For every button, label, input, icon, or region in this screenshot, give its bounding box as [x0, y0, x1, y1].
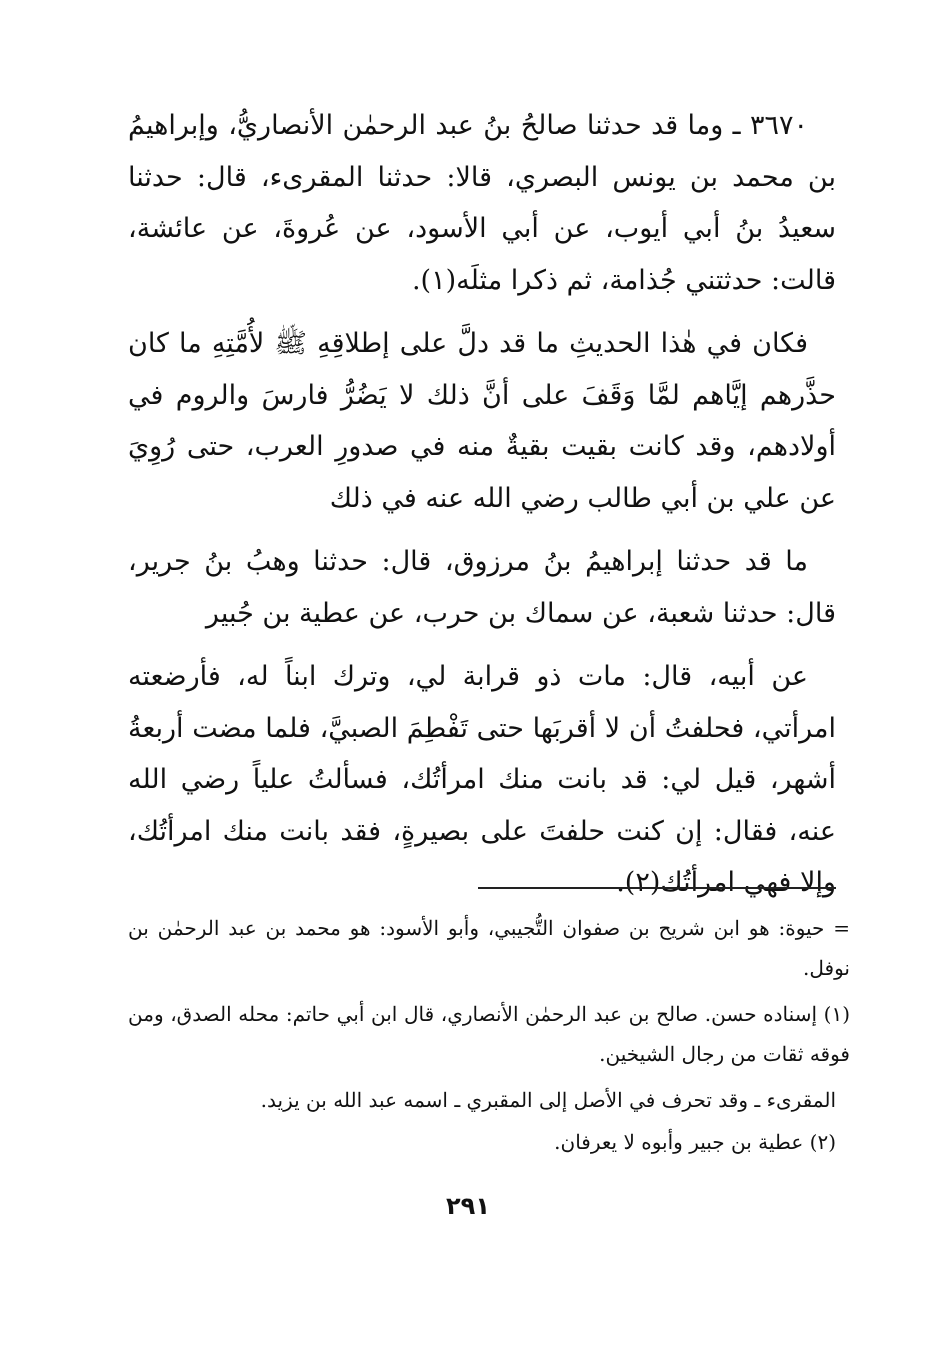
main-text-block [128, 100, 836, 921]
footnote-1-continued: المقرىء ـ وقد تحرف في الأصل إلى المقبري ـ اسمه عبد الله بن يزيد. [260, 1088, 836, 1112]
narration-paragraph: عن أبيه، قال: مات ذو قرابة لي، وترك ابناً له، فأرضعته امرأتي، فحلفتُ أن لا أقربَها حتى تَفْطِمَ الصبيَّ، فلما مضت أربعةُ أشهر، قيل لي: قد بانت منك امرأتُك، فسألتُ علياً رضي الله عنه، فقال: إن كنت حلفتَ على بصيرةٍ، فقد بانت منك امرأتُك، وإلا فهي امرأتُك(٢). [128, 661, 836, 898]
commentary-paragraph: فكان في هٰذا الحديثِ ما قد دلَّ على إطلاقِهِ ﷺ لأُمَّتِهِ ما كان حذَّرهم إيَّاهم لمَّا وَقَفَ على أنَّ ذلك لا يَضُرُّ فارسَ والروم في أولادهم، وقد كانت بقيت بقيةٌ منه في صدورِ العرب، حتى رُوِيَ عن علي بن أبي طالب رضي الله عنه في ذلك [128, 328, 836, 514]
footnote-1: (١) إسناده حسن. صالح بن عبد الرحمٰن الأنصاري، قال ابن أبي حاتم: محله الصدق، ومن فوقه ثقات من رجال الشيخين. [128, 1002, 850, 1066]
hadith-paragraph-3670: ٣٦٧٠ ـ وما قد حدثنا صالحُ بنُ عبد الرحمٰن الأنصاريُّ، وإبراهيمُ بن محمد بن يونس البصري، قالا: حدثنا المقرىء، قال: حدثنا سعيدُ بنُ أبي أيوب، عن أبي الأسود، عن عُروةَ، عن عائشة، قالت: حدثتني جُذامة، ثم ذكرا مثلَه(١). [128, 110, 836, 296]
footnote-divider [478, 887, 836, 889]
footnote-2: (٢) عطية بن جبير وأبوه لا يعرفان. [554, 1130, 836, 1154]
footnote-continuation: = حيوة: هو ابن شريح بن صفوان التُّجيبي، وأبو الأسود: هو محمد بن عبد الرحمٰن بن نوفل. [128, 916, 850, 980]
footnotes-block [128, 908, 850, 1164]
isnad-paragraph: ما قد حدثنا إبراهيمُ بنُ مرزوق، قال: حدثنا وهبُ بنُ جرير، قال: حدثنا شعبة، عن سماك بن حرب، عن عطية بن جُبير [128, 546, 836, 629]
page-number: ٢٩١ [446, 1192, 490, 1220]
